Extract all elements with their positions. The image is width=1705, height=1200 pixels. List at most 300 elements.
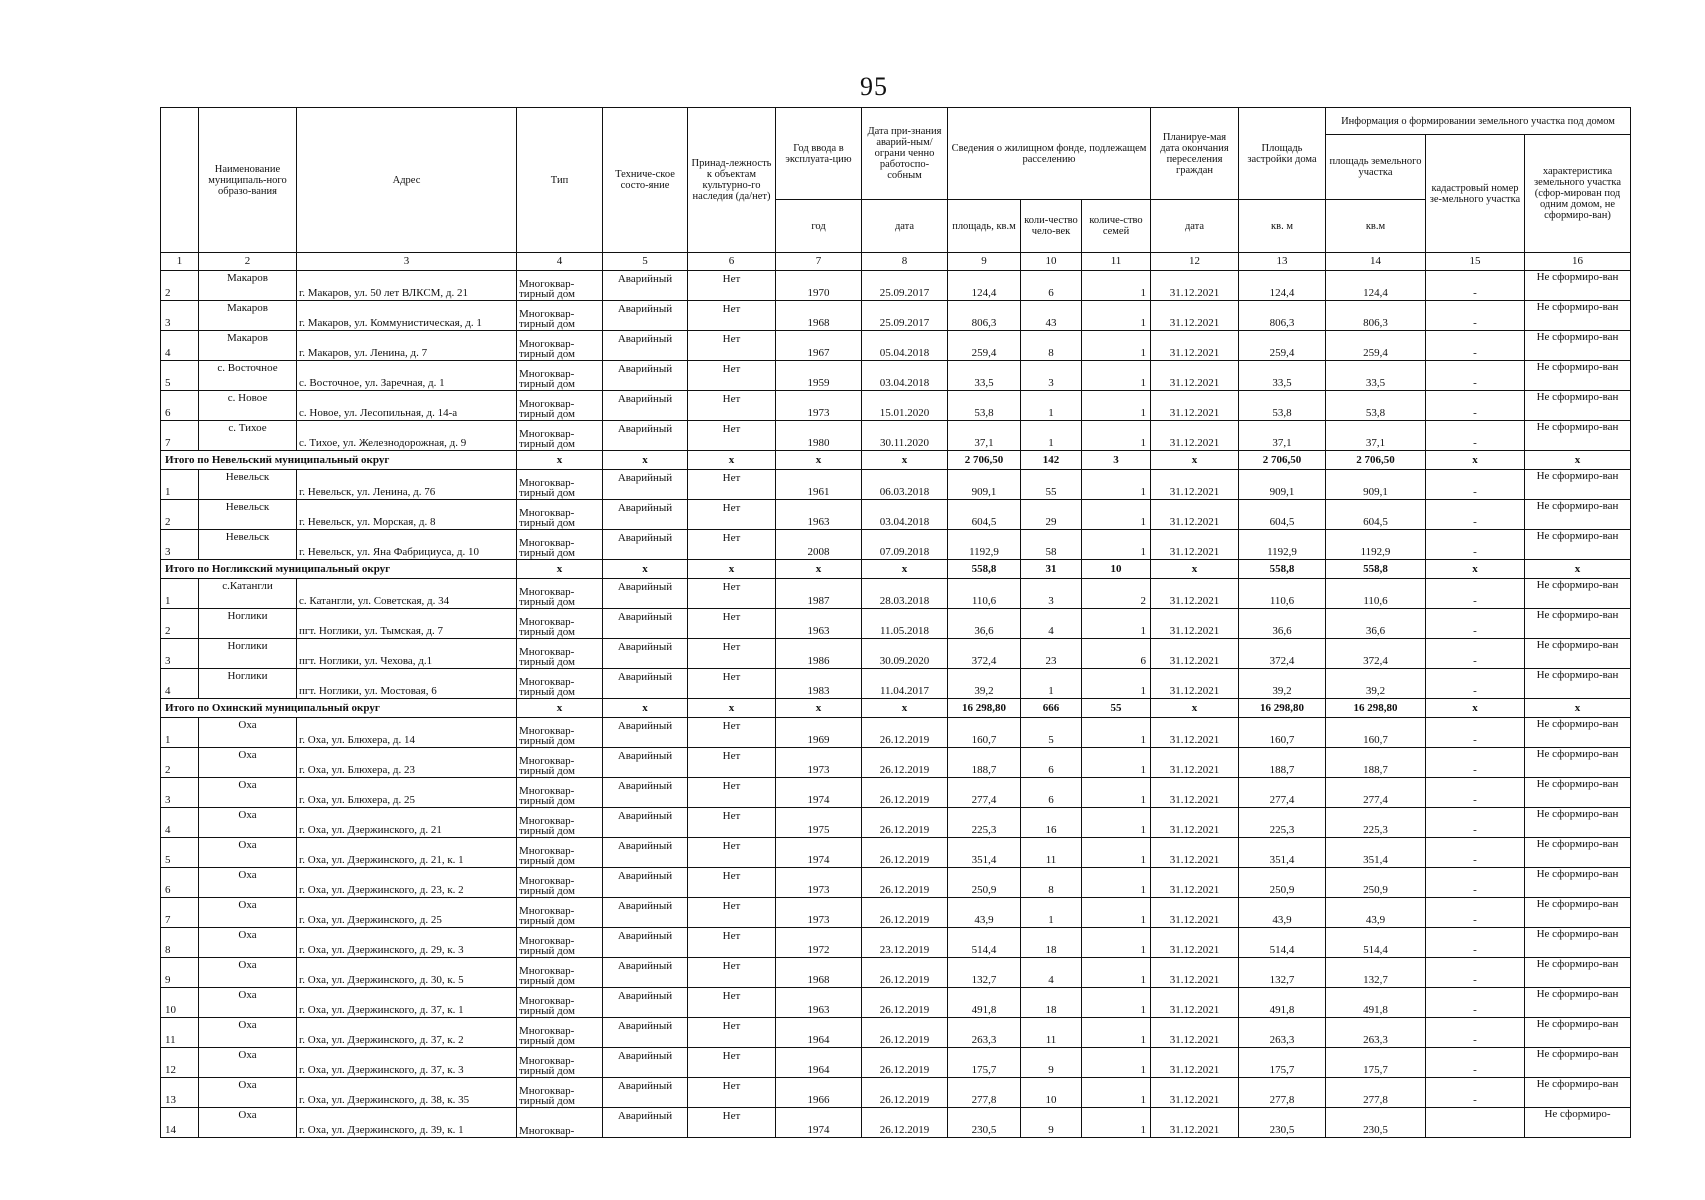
people-cell: 8 [1021,331,1082,361]
land-char-cell: Не сформиро-ван [1525,898,1631,928]
year-cell: 1963 [776,609,862,639]
build-area-cell: 36,6 [1239,609,1326,639]
column-number: 5 [603,253,688,271]
table-row [161,669,1631,699]
header-recognition-sub: дата [862,200,948,253]
total-type-cell: х [517,699,603,718]
planned-date-cell: 31.12.2021 [1151,1078,1239,1108]
total-cadastral-cell: х [1426,451,1525,470]
type-cell: Многоквар-тирный дом [517,868,603,898]
type-cell: Многоквар-тирный дом [517,579,603,609]
cultural-cell: Нет [688,1048,776,1078]
year-cell: 1983 [776,669,862,699]
column-number: 8 [862,253,948,271]
municipality-cell: Ноглики [199,609,297,639]
area-cell: 160,7 [948,718,1021,748]
people-cell: 10 [1021,1078,1082,1108]
build-area-cell: 132,7 [1239,958,1326,988]
type-cell: Многоквар-тирный дом [517,639,603,669]
area-cell: 132,7 [948,958,1021,988]
planned-date-cell: 31.12.2021 [1151,718,1239,748]
table-row [161,778,1631,808]
total-families-cell: 3 [1082,451,1151,470]
total-label: Итого по Невельский муниципальный округ [161,451,517,470]
cadastral-cell: - [1426,331,1525,361]
cultural-cell: Нет [688,808,776,838]
cadastral-cell: - [1426,1048,1525,1078]
planned-date-cell: 31.12.2021 [1151,421,1239,451]
condition-cell: Аварийный [603,669,688,699]
header-cultural: Принад-лежность к объектам культурно-го наследия (да/нет) [688,108,776,253]
cultural-cell: Нет [688,391,776,421]
planned-date-cell: 31.12.2021 [1151,579,1239,609]
build-area-cell: 37,1 [1239,421,1326,451]
row-number: 3 [161,639,199,669]
year-cell: 1987 [776,579,862,609]
planned-date-cell: 31.12.2021 [1151,838,1239,868]
build-area-cell: 175,7 [1239,1048,1326,1078]
land-area-cell: 160,7 [1326,718,1426,748]
municipality-cell: Оха [199,838,297,868]
row-number: 5 [161,838,199,868]
area-cell: 909,1 [948,470,1021,500]
address-cell: г. Макаров, ул. 50 лет ВЛКСМ, д. 21 [297,271,517,301]
cultural-cell: Нет [688,331,776,361]
condition-cell: Аварийный [603,778,688,808]
area-cell: 277,4 [948,778,1021,808]
condition-cell: Аварийный [603,609,688,639]
address-cell: г. Оха, ул. Дзержинского, д. 21 [297,808,517,838]
condition-cell: Аварийный [603,1078,688,1108]
area-cell: 225,3 [948,808,1021,838]
land-char-cell: Не сформиро-ван [1525,301,1631,331]
address-cell: г. Невельск, ул. Морская, д. 8 [297,500,517,530]
address-cell: г. Оха, ул. Дзержинского, д. 23, к. 2 [297,868,517,898]
row-number: 14 [161,1108,199,1138]
land-area-cell: 37,1 [1326,421,1426,451]
table-row [161,579,1631,609]
land-char-cell: Не сформиро-ван [1525,718,1631,748]
header-land-char: характеристика земельного участка (сфор-мирован под одним домом, не сформиро-ван) [1525,135,1631,253]
families-cell: 1 [1082,500,1151,530]
total-area-cell: 2 706,50 [948,451,1021,470]
families-cell: 1 [1082,331,1151,361]
year-cell: 1975 [776,808,862,838]
cadastral-cell: - [1426,609,1525,639]
total-type-cell: х [517,451,603,470]
total-people-cell: 666 [1021,699,1082,718]
cultural-cell: Нет [688,988,776,1018]
condition-cell: Аварийный [603,868,688,898]
cadastral-cell: - [1426,928,1525,958]
families-cell: 1 [1082,718,1151,748]
type-cell: Многоквар-тирный дом [517,530,603,560]
municipality-cell: Оха [199,748,297,778]
land-area-cell: 110,6 [1326,579,1426,609]
land-area-cell: 277,4 [1326,778,1426,808]
total-char-cell: х [1525,560,1631,579]
total-build-cell: 558,8 [1239,560,1326,579]
condition-cell: Аварийный [603,988,688,1018]
build-area-cell: 43,9 [1239,898,1326,928]
cultural-cell: Нет [688,1078,776,1108]
table-row [161,639,1631,669]
year-cell: 1973 [776,748,862,778]
header-land-info: Информация о формировании земельного участка под домом [1326,108,1631,135]
cultural-cell: Нет [688,301,776,331]
header-col-no [161,108,199,253]
land-area-cell: 491,8 [1326,988,1426,1018]
land-char-cell: Не сформиро-ван [1525,958,1631,988]
condition-cell: Аварийный [603,808,688,838]
total-type-cell: х [517,560,603,579]
land-area-cell: 124,4 [1326,271,1426,301]
land-char-cell: Не сформиро-ван [1525,778,1631,808]
table-row [161,1018,1631,1048]
people-cell: 3 [1021,579,1082,609]
header-housing-group: Сведения о жилищном фонде, подлежащем расселению [948,108,1151,200]
type-cell: Многоквар-тирный дом [517,361,603,391]
municipality-cell: Макаров [199,301,297,331]
people-cell: 9 [1021,1108,1082,1138]
cadastral-cell: - [1426,988,1525,1018]
planned-date-cell: 31.12.2021 [1151,868,1239,898]
land-area-cell: 225,3 [1326,808,1426,838]
column-number: 9 [948,253,1021,271]
area-cell: 806,3 [948,301,1021,331]
table-row [161,1108,1631,1138]
area-cell: 53,8 [948,391,1021,421]
families-cell: 1 [1082,669,1151,699]
total-label: Итого по Охинский муниципальный округ [161,699,517,718]
header-families-sub: количе-ство семей [1082,200,1151,253]
municipality-cell: Макаров [199,331,297,361]
year-cell: 1969 [776,718,862,748]
table-row [161,928,1631,958]
column-number: 4 [517,253,603,271]
address-cell: с. Новое, ул. Лесопильная, д. 14-а [297,391,517,421]
header-condition: Техниче-ское состо-яние [603,108,688,253]
cadastral-cell: - [1426,639,1525,669]
families-cell: 1 [1082,530,1151,560]
cultural-cell: Нет [688,748,776,778]
type-cell: Многоквар-тирный дом [517,898,603,928]
address-cell: г. Оха, ул. Блюхера, д. 23 [297,748,517,778]
families-cell: 1 [1082,928,1151,958]
land-char-cell: Не сформиро-ван [1525,838,1631,868]
land-char-cell: Не сформиро-ван [1525,609,1631,639]
planned-date-cell: 31.12.2021 [1151,1048,1239,1078]
land-char-cell: Не сформиро-ван [1525,470,1631,500]
year-cell: 1974 [776,778,862,808]
table-row [161,391,1631,421]
cultural-cell: Нет [688,838,776,868]
recognition-date-cell: 26.12.2019 [862,958,948,988]
build-area-cell: 514,4 [1239,928,1326,958]
area-cell: 263,3 [948,1018,1021,1048]
land-char-cell: Не сформиро-ван [1525,500,1631,530]
year-cell: 1964 [776,1048,862,1078]
people-cell: 9 [1021,1048,1082,1078]
planned-date-cell: 31.12.2021 [1151,331,1239,361]
build-area-cell: 351,4 [1239,838,1326,868]
recognition-date-cell: 23.12.2019 [862,928,948,958]
cultural-cell: Нет [688,579,776,609]
table-row [161,988,1631,1018]
municipality-cell: Оха [199,1108,297,1138]
area-cell: 372,4 [948,639,1021,669]
families-cell: 1 [1082,421,1151,451]
page-number: 95 [860,72,888,101]
municipality-cell: Оха [199,1018,297,1048]
recognition-date-cell: 26.12.2019 [862,748,948,778]
families-cell: 1 [1082,1018,1151,1048]
municipality-cell: Оха [199,1048,297,1078]
address-cell: пгт. Ноглики, ул. Мостовая, 6 [297,669,517,699]
year-cell: 1967 [776,331,862,361]
municipality-cell: с. Тихое [199,421,297,451]
recognition-date-cell: 11.05.2018 [862,609,948,639]
build-area-cell: 263,3 [1239,1018,1326,1048]
address-cell: с. Восточное, ул. Заречная, д. 1 [297,361,517,391]
cultural-cell: Нет [688,530,776,560]
row-number: 12 [161,1048,199,1078]
people-cell: 18 [1021,928,1082,958]
row-number: 6 [161,391,199,421]
planned-date-cell: 31.12.2021 [1151,958,1239,988]
recognition-date-cell: 26.12.2019 [862,1108,948,1138]
area-cell: 37,1 [948,421,1021,451]
recognition-date-cell: 25.09.2017 [862,271,948,301]
total-planned-cell: х [1151,451,1239,470]
type-cell: Многоквар-тирный дом [517,838,603,868]
families-cell: 1 [1082,988,1151,1018]
address-cell: с. Тихое, ул. Железнодорожная, д. 9 [297,421,517,451]
type-cell: Многоквар-тирный дом [517,271,603,301]
type-cell: Многоквар-тирный дом [517,331,603,361]
type-cell: Многоквар-тирный дом [517,500,603,530]
people-cell: 3 [1021,361,1082,391]
planned-date-cell: 31.12.2021 [1151,470,1239,500]
land-area-cell: 806,3 [1326,301,1426,331]
land-char-cell: Не сформиро-ван [1525,421,1631,451]
municipality-cell: Оха [199,1078,297,1108]
header-planned-group: Планируе-мая дата окончания переселения граждан [1151,108,1239,200]
area-cell: 124,4 [948,271,1021,301]
header-people-sub: коли-чество чело-век [1021,200,1082,253]
header-land-area-group: площадь земельного участка [1326,135,1426,200]
cultural-cell: Нет [688,639,776,669]
total-date-cell: х [862,560,948,579]
address-cell: г. Оха, ул. Дзержинского, д. 37, к. 2 [297,1018,517,1048]
municipality-cell: Оха [199,958,297,988]
condition-cell: Аварийный [603,958,688,988]
people-cell: 1 [1021,669,1082,699]
column-number: 14 [1326,253,1426,271]
year-cell: 1959 [776,361,862,391]
condition-cell: Аварийный [603,530,688,560]
type-cell: Многоквар-тирный дом [517,1048,603,1078]
header-address: Адрес [297,108,517,253]
year-cell: 1986 [776,639,862,669]
land-area-cell: 230,5 [1326,1108,1426,1138]
type-cell: Многоквар-тирный дом [517,988,603,1018]
cultural-cell: Нет [688,500,776,530]
row-number: 3 [161,301,199,331]
table-row [161,808,1631,838]
cadastral-cell: - [1426,361,1525,391]
total-families-cell: 55 [1082,699,1151,718]
type-cell: Многоквар- [517,1108,603,1138]
cadastral-cell: - [1426,391,1525,421]
land-char-cell: Не сформиро-ван [1525,361,1631,391]
build-area-cell: 110,6 [1239,579,1326,609]
year-cell: 1980 [776,421,862,451]
recognition-date-cell: 26.12.2019 [862,1018,948,1048]
area-cell: 36,6 [948,609,1021,639]
municipality-cell: с. Восточное [199,361,297,391]
address-cell: г. Оха, ул. Блюхера, д. 25 [297,778,517,808]
planned-date-cell: 31.12.2021 [1151,609,1239,639]
total-label: Итого по Ногликский муниципальный округ [161,560,517,579]
row-number: 1 [161,470,199,500]
recognition-date-cell: 26.12.2019 [862,988,948,1018]
land-char-cell: Не сформиро-ван [1525,808,1631,838]
cadastral-cell: - [1426,718,1525,748]
condition-cell: Аварийный [603,928,688,958]
address-cell: г. Оха, ул. Дзержинского, д. 25 [297,898,517,928]
column-number-row [161,253,1631,271]
recognition-date-cell: 03.04.2018 [862,361,948,391]
cadastral-cell: - [1426,271,1525,301]
land-area-cell: 909,1 [1326,470,1426,500]
resettlement-table [160,107,1631,1138]
planned-date-cell: 31.12.2021 [1151,669,1239,699]
municipality-cell: с. Новое [199,391,297,421]
planned-date-cell: 31.12.2021 [1151,778,1239,808]
area-cell: 43,9 [948,898,1021,928]
planned-date-cell: 31.12.2021 [1151,361,1239,391]
table-row [161,898,1631,928]
build-area-cell: 491,8 [1239,988,1326,1018]
total-build-cell: 16 298,80 [1239,699,1326,718]
people-cell: 16 [1021,808,1082,838]
type-cell: Многоквар-тирный дом [517,928,603,958]
planned-date-cell: 31.12.2021 [1151,808,1239,838]
condition-cell: Аварийный [603,639,688,669]
condition-cell: Аварийный [603,391,688,421]
families-cell: 1 [1082,609,1151,639]
land-area-cell: 250,9 [1326,868,1426,898]
area-cell: 491,8 [948,988,1021,1018]
type-cell: Многоквар-тирный дом [517,1078,603,1108]
table-row [161,271,1631,301]
address-cell: пгт. Ноглики, ул. Чехова, д.1 [297,639,517,669]
build-area-cell: 188,7 [1239,748,1326,778]
recognition-date-cell: 11.04.2017 [862,669,948,699]
recognition-date-cell: 03.04.2018 [862,500,948,530]
year-cell: 1961 [776,470,862,500]
cultural-cell: Нет [688,868,776,898]
planned-date-cell: 31.12.2021 [1151,928,1239,958]
table-row [161,331,1631,361]
type-cell: Многоквар-тирный дом [517,718,603,748]
cadastral-cell: - [1426,748,1525,778]
condition-cell: Аварийный [603,500,688,530]
people-cell: 58 [1021,530,1082,560]
land-area-cell: 188,7 [1326,748,1426,778]
families-cell: 1 [1082,1108,1151,1138]
total-condition-cell: х [603,699,688,718]
column-number: 16 [1525,253,1631,271]
row-number: 3 [161,530,199,560]
table-row [161,500,1631,530]
address-cell: г. Оха, ул. Дзержинского, д. 21, к. 1 [297,838,517,868]
table-row [161,301,1631,331]
municipality-cell: Оха [199,808,297,838]
cadastral-cell: - [1426,421,1525,451]
header-cadastral: кадастровый номер зе-мельного участка [1426,135,1525,253]
people-cell: 11 [1021,1018,1082,1048]
land-area-cell: 604,5 [1326,500,1426,530]
build-area-cell: 277,8 [1239,1078,1326,1108]
column-number: 15 [1426,253,1525,271]
land-char-cell: Не сформиро-ван [1525,331,1631,361]
families-cell: 1 [1082,470,1151,500]
total-families-cell: 10 [1082,560,1151,579]
area-cell: 259,4 [948,331,1021,361]
year-cell: 1974 [776,838,862,868]
total-condition-cell: х [603,560,688,579]
year-cell: 1963 [776,500,862,530]
build-area-cell: 53,8 [1239,391,1326,421]
condition-cell: Аварийный [603,271,688,301]
build-area-cell: 604,5 [1239,500,1326,530]
build-area-cell: 225,3 [1239,808,1326,838]
land-area-cell: 1192,9 [1326,530,1426,560]
address-cell: г. Оха, ул. Дзержинского, д. 37, к. 1 [297,988,517,1018]
table-row [161,609,1631,639]
cultural-cell: Нет [688,669,776,699]
address-cell: г. Оха, ул. Дзержинского, д. 38, к. 35 [297,1078,517,1108]
cadastral-cell: - [1426,1018,1525,1048]
row-number: 1 [161,579,199,609]
people-cell: 4 [1021,609,1082,639]
cultural-cell: Нет [688,898,776,928]
row-number: 13 [161,1078,199,1108]
condition-cell: Аварийный [603,838,688,868]
total-area-cell: 16 298,80 [948,699,1021,718]
cultural-cell: Нет [688,1018,776,1048]
condition-cell: Аварийный [603,1018,688,1048]
municipality-cell: Ноглики [199,639,297,669]
type-cell: Многоквар-тирный дом [517,808,603,838]
planned-date-cell: 31.12.2021 [1151,500,1239,530]
header-build-area-group: Площадь застройки дома [1239,108,1326,200]
cultural-cell: Нет [688,361,776,391]
people-cell: 11 [1021,838,1082,868]
families-cell: 1 [1082,778,1151,808]
recognition-date-cell: 05.04.2018 [862,331,948,361]
cultural-cell: Нет [688,718,776,748]
total-date-cell: х [862,699,948,718]
column-number: 13 [1239,253,1326,271]
year-cell: 1970 [776,271,862,301]
row-number: 4 [161,669,199,699]
land-char-cell: Не сформиро-ван [1525,579,1631,609]
row-number: 2 [161,748,199,778]
total-year-cell: х [776,451,862,470]
